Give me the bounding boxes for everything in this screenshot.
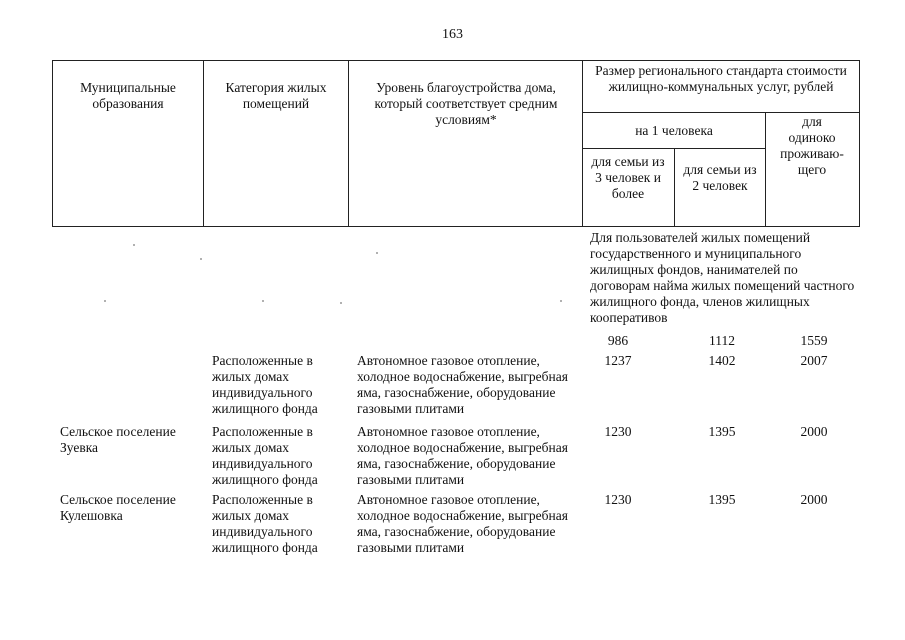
header-single: для одиноко проживаю-щего [780,114,844,177]
header-size: Размер регионального стандарта стоимости жилищно-коммунальных услуг, рублей [595,63,847,94]
row1-single: 2007 [800,353,828,368]
section-note: Для пользователей жилых помещений государственного и муниципального жилищных фондов, нанимателей по договорам найма жилых помещений частного жилищного фонда, членов жилищных кооперативов [590,230,855,325]
table-header [52,60,860,226]
row0-single: 1559 [800,333,828,348]
row2-single: 2000 [800,424,828,439]
row2-family2: 1395 [708,424,736,439]
row2-level: Автономное газовое отопление, холодное водоснабжение, выгребная яма, газоснабжение, оборудование газовыми плитами [357,424,568,487]
row1-family3: 1237 [604,353,632,368]
row1-category: Расположенные в жилых домах индивидуального жилищного фонда [212,353,318,416]
header-family2: для семьи из 2 человек [683,162,757,193]
header-category: Категория жилых помещений [225,80,327,111]
row3-family2: 1395 [708,492,736,507]
row0-family2: 1112 [709,333,735,348]
row1-level: Автономное газовое отопление, холодное водоснабжение, выгребная яма, газоснабжение, оборудование газовыми плитами [357,353,568,416]
row3-single: 2000 [800,492,828,507]
header-level: Уровень благоустройства дома, который соответствует средним условиям* [374,80,558,127]
row3-level: Автономное газовое отопление, холодное водоснабжение, выгребная яма, газоснабжение, оборудование газовыми плитами [357,492,568,555]
row2-family3: 1230 [604,424,632,439]
row3-family3: 1230 [604,492,632,507]
page-number: 163 [442,27,463,42]
row2-municipality: Сельское поселение Зуевка [60,424,176,455]
header-municipal: Муниципальные образования [80,80,176,111]
header-per-person: на 1 человека [635,123,713,138]
header-family3: для семьи из 3 человек и более [591,154,665,201]
row1-family2: 1402 [708,353,736,368]
row0-family3: 986 [607,333,629,348]
row2-category: Расположенные в жилых домах индивидуального жилищного фонда [212,424,318,487]
row3-category: Расположенные в жилых домах индивидуального жилищного фонда [212,492,318,555]
row3-municipality: Сельское поселение Кулешовка [60,492,176,523]
